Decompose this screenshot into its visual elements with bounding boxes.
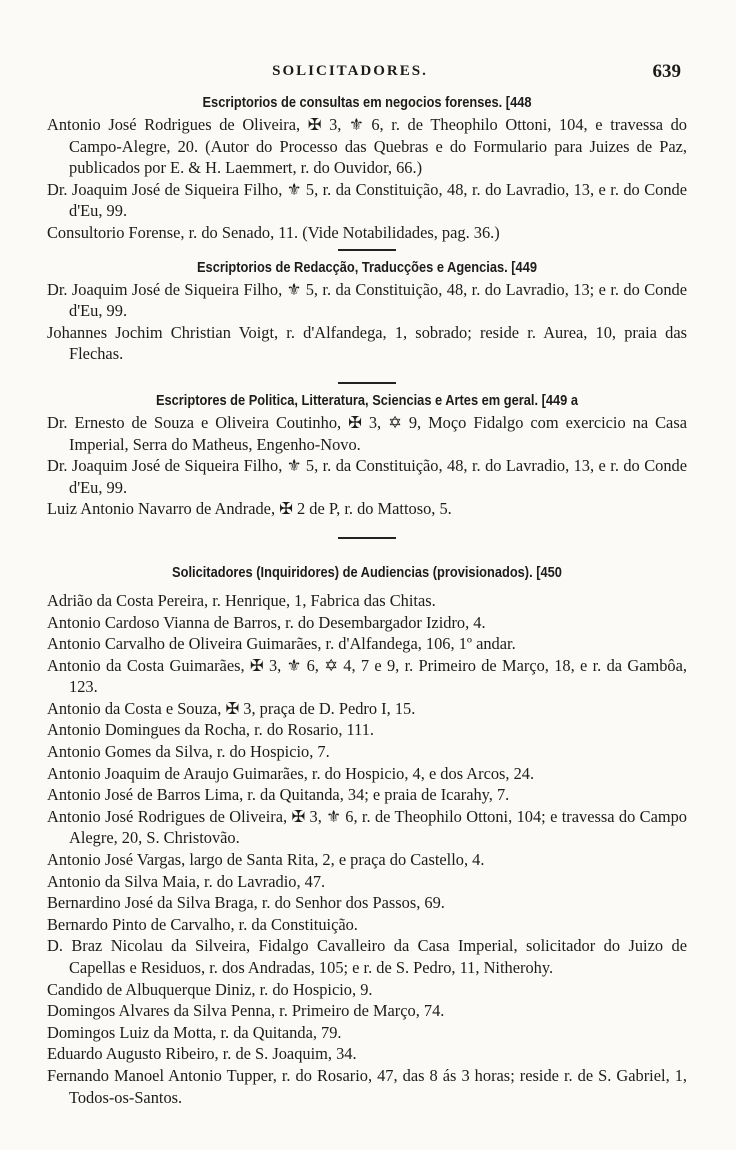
section-divider [338, 382, 396, 384]
entry: Antonio da Silva Maia, r. do Lavradio, 47. [47, 871, 326, 891]
section-448 [47, 92, 687, 244]
entry: Antonio Cardoso Vianna de Barros, r. do Desembargador Izidro, 4. [47, 612, 486, 632]
section-450 [47, 562, 687, 1108]
entry: Bernardino José da Silva Braga, r. do Senhor dos Passos, 69. [47, 893, 445, 913]
spacer [47, 365, 687, 377]
entry: Dr. Joaquim José de Siqueira Filho, ⚜ 5, r. da Constituição, 48, r. do Lavradio, 13, e r. do Conde d'Eu, 99. [47, 179, 687, 221]
entry: Fernando Manoel Antonio Tupper, r. do Rosario, 47, das 8 ás 3 horas; reside r. de S. Gabriel, 1, Todos-os-Santos. [47, 1065, 687, 1107]
entry: Luiz Antonio Navarro de Andrade, ✠ 2 de P, r. do Mattoso, 5. [47, 499, 452, 519]
entry: D. Braz Nicolau da Silveira, Fidalgo Cavalleiro da Casa Imperial, solicitador do Juizo de Capellas e Residuos, r. dos Andradas, 105; e r. de S. Pedro, 11, Nitherohy. [47, 936, 687, 977]
page-number: 639 [652, 61, 681, 82]
entry: Adrião da Costa Pereira, r. Henrique, 1, Fabrica das Chitas. [47, 590, 436, 610]
entry: Antonio Domingues da Rocha, r. do Rosario, 111. [47, 720, 375, 740]
spacer [47, 520, 687, 532]
entry: Antonio José Vargas, largo de Santa Rita, 2, e praça do Castello, 4. [47, 850, 485, 870]
section-heading: Escriptores de Politica, Litteratura, Sciencias e Artes em geral. [449 a [155, 392, 579, 409]
section-heading: Solicitadores (Inquiridores) de Audiencias (provisionados). [450 [172, 564, 562, 581]
section-divider [338, 249, 396, 251]
entry: Domingos Luiz da Motta, r. da Quitanda, 79. [47, 1022, 342, 1042]
entry: Antonio José Rodrigues de Oliveira, ✠ 3, ⚜ 6, r. de Theophilo Ottoni, 104; e travessa do Campo Alegre, 20, S. Christovão. [47, 806, 687, 848]
section-heading: Escriptorios de Redacção, Traducções e Agencias. [449 [196, 259, 537, 276]
entry: Antonio Gomes da Silva, r. do Hospicio, 7. [47, 742, 330, 762]
entry: Antonio José Rodrigues de Oliveira, ✠ 3, ⚜ 6, r. de Theophilo Ottoni, 104, e travessa do Campo-Alegre, 20. (Autor do Processo das Quebras e do Formulario para Juizes de Paz, publicados por E. & H. Laemmert, r. do Ouvidor, 66.) [47, 115, 687, 178]
entry: Johannes Jochim Christian Voigt, r. d'Alfandega, 1, sobrado; reside r. Aurea, 10, praia das Flechas. [47, 322, 687, 364]
entry: Antonio Carvalho de Oliveira Guimarães, r. d'Alfandega, 106, 1º andar. [47, 634, 516, 654]
spacer [47, 545, 687, 562]
section-449 [47, 257, 687, 365]
entry: Dr. Joaquim José de Siqueira Filho, ⚜ 5, r. da Constituição, 48, r. do Lavradio, 13; e r. do Conde d'Eu, 99. [47, 279, 687, 321]
entry: Antonio José de Barros Lima, r. da Quitanda, 34; e praia de Icarahy, 7. [47, 785, 510, 805]
entry: Dr. Ernesto de Souza e Oliveira Coutinho, ✠ 3, ✡ 9, Moço Fidalgo com exercicio na Casa Imperial, Serra do Matheus, Engenho-Novo. [47, 412, 687, 454]
page-body [47, 92, 687, 1108]
entry: Domingos Alvares da Silva Penna, r. Primeiro de Março, 74. [47, 1001, 445, 1021]
section-heading: Escriptorios de consultas em negocios forenses. [448 [202, 95, 532, 111]
entry: Antonio da Costa e Souza, ✠ 3, praça de D. Pedro I, 15. [47, 698, 416, 718]
entry: Eduardo Augusto Ribeiro, r. de S. Joaquim, 34. [47, 1044, 357, 1064]
running-header-title: SOLICITADORES. [272, 63, 428, 79]
entry: Dr. Joaquim José de Siqueira Filho, ⚜ 5, r. da Constituição, 48, r. do Lavradio, 13, e r. do Conde d'Eu, 99. [47, 456, 687, 497]
entry: Candido de Albuquerque Diniz, r. do Hospicio, 9. [47, 979, 373, 999]
entry: Antonio da Costa Guimarães, ✠ 3, ⚜ 6, ✡ 4, 7 e 9, r. Primeiro de Março, 18, e r. da Gambôa, 123. [47, 655, 687, 697]
entry: Consultorio Forense, r. do Senado, 11. (Vide Notabilidades, pag. 36.) [47, 222, 500, 242]
section-divider [338, 537, 396, 539]
entry: Antonio Joaquim de Araujo Guimarães, r. do Hospicio, 4, e dos Arcos, 24. [47, 763, 535, 783]
section-449a [47, 390, 687, 520]
entry: Bernardo Pinto de Carvalho, r. da Constituição. [47, 914, 358, 934]
